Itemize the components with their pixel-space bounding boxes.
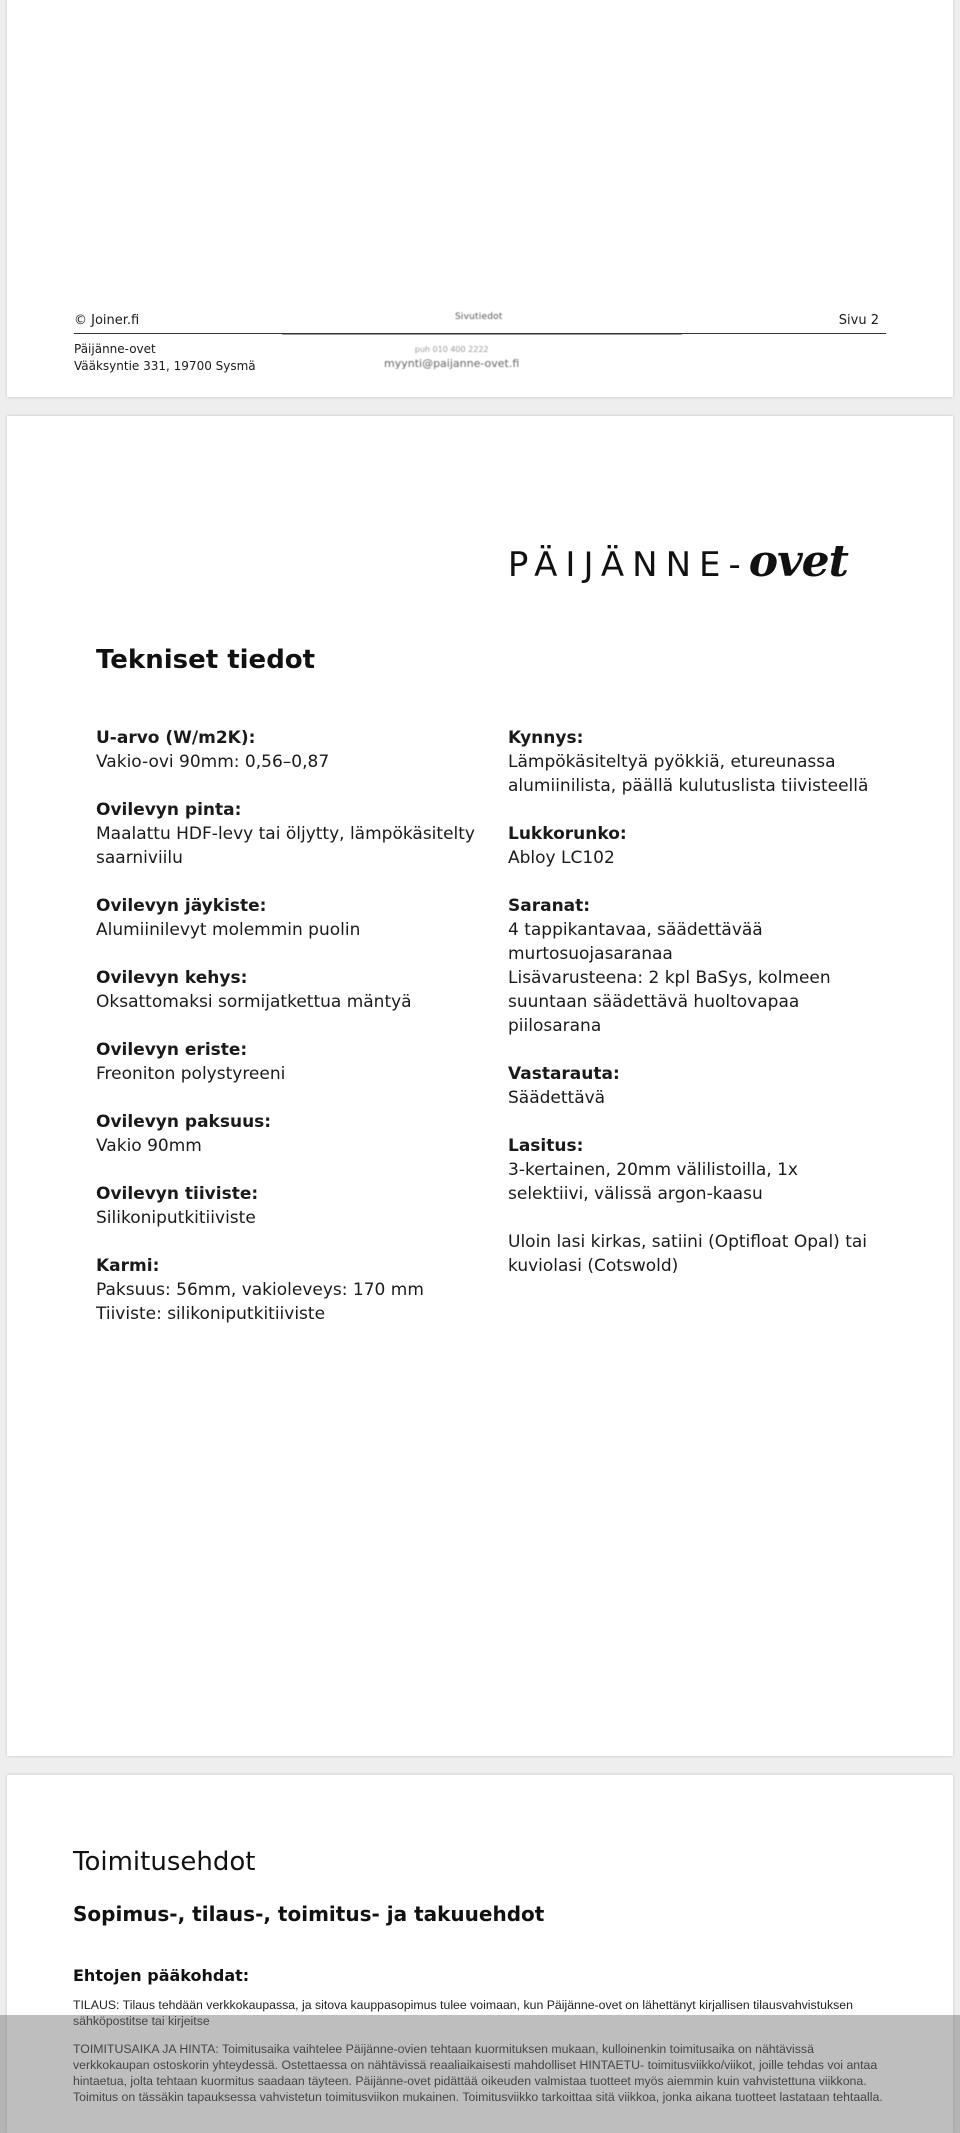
spec-value: 4 tappikantavaa, säädettävää murtosuojasaranaa [508,920,763,964]
footer-divider-secondary [282,334,682,335]
spec-value: Paksuus: 56mm, vakioleveys: 170 mm [96,1280,424,1300]
spec-block [96,1110,496,1158]
spec-block [96,726,496,774]
spec-label: Ovilevyn eriste: [96,1040,248,1060]
company-phone: puh 010 400 2222 [414,345,489,354]
specs-right-column [508,726,878,1302]
page-title: Tekniset tiedot [96,645,316,675]
spec-value: Vakio 90mm [96,1136,202,1156]
document-page-1 [7,0,953,397]
company-contact [384,343,519,371]
terms-order-paragraph: TILAUS: Tilaus tehdään verkkokaupassa, ja sitova kauppasopimus tulee voimaan, kun Päijänne-ovet on lähettänyt kirjallisen tilausvahvistuksen sähköpostitse tai kirjeitse [73,1998,853,2028]
terms-subheading: Sopimus-, tilaus-, toimitus- ja takuuehdot [73,1902,545,1926]
document-page-3 [7,1775,953,2133]
footer-copyright: © Joiner.fi [74,313,140,328]
spec-label: Lukkorunko: [508,824,627,844]
spec-block [508,1062,878,1110]
spec-block [96,1254,496,1326]
document-page-2 [7,416,953,1756]
terms-section-title: Ehtojen pääkohdat: [73,1966,250,1985]
spec-block [96,1182,496,1230]
spec-block [508,1134,878,1206]
spec-label: Ovilevyn paksuus: [96,1112,272,1132]
company-name: Päijänne-ovet [74,342,156,356]
spec-label: Ovilevyn kehys: [96,968,248,988]
footer-center-text: Sivutiedot [455,312,503,322]
spec-block [96,798,496,870]
spec-value: 3-kertainen, 20mm välilistoilla, 1x selektiivi, välissä argon-kaasu [508,1160,798,1204]
spec-value: Abloy LC102 [508,848,615,868]
spec-value: Freoniton polystyreeni [96,1064,286,1084]
company-info [74,341,256,375]
spec-value: Maalattu HDF-levy tai öljytty, lämpökäsitelty saarniviilu [96,824,475,868]
spec-block [508,1230,878,1278]
spec-label: Kynnys: [508,728,584,748]
spec-block [96,966,496,1014]
spec-value: Silikoniputkitiiviste [96,1208,256,1228]
spec-value: Oksattomaksi sormijatkettua mäntyä [96,992,412,1012]
logo-accent-text: ovet [748,536,848,587]
spec-label: Ovilevyn tiiviste: [96,1184,259,1204]
company-email: myynti@paijanne-ovet.fi [384,357,520,370]
spec-value: Tiiviste: silikoniputkitiiviste [96,1304,326,1324]
spec-value: Uloin lasi kirkas, satiini (Optifloat Opal) tai kuviolasi (Cotswold) [508,1232,868,1276]
company-address: Vääksyntie 331, 19700 Sysmä [74,359,256,373]
spec-label: Vastarauta: [508,1064,620,1084]
brand-logo [508,536,848,587]
spec-value: Säädettävä [508,1088,606,1108]
spec-block [508,894,878,1038]
specs-left-column [96,726,496,1350]
spec-value: Alumiinilevyt molemmin puolin [96,920,361,940]
spec-value: Vakio-ovi 90mm: 0,56–0,87 [96,752,330,772]
spec-value: Lisävarusteena: 2 kpl BaSys, kolmeen suuntaan säädettävä huoltovapaa piilosarana [508,968,831,1036]
spec-label: Ovilevyn jäykiste: [96,896,267,916]
spec-label: U-arvo (W/m2K): [96,728,256,748]
terms-heading: Toimitusehdot [73,1847,256,1877]
terms-delivery-paragraph: TOIMITUSAIKA JA HINTA: Toimitusaika vaihtelee Päijänne-ovien tehtaan kuormituksen mukaan, kulloinenkin toimitusaika on nähtävissä verkkokaupan ostoskorin yhteydessä. Ostettaessa on nähtävissä reaaliaikaisesti mahdolliset HINTAETU- toimitusviikko/viikot, joille tehdas voi antaa hintaetua, jolta tehtaan kuormitus saadaan täyteen. Päijänne-ovet pidättää oikeuden valmistaa tuotteet myös aiemmin kuin vahvistettuna viikkona. Toimitus on tässäkin tapauksessa vahvistetun toimitusviikon mukainen. Toimitusviikko tarkoittaa sitä viikkoa, jonka aikana tuotteet lastataan tehtaalla. [73,2042,883,2104]
spec-block [96,894,496,942]
spec-block [508,822,878,870]
spec-label: Ovilevyn pinta: [96,800,242,820]
spec-block [508,726,878,798]
spec-value: Lämpökäsiteltyä pyökkiä, etureunassa alumiinilista, päällä kulutuslista tiivisteellä [508,752,869,796]
spec-label: Karmi: [96,1256,160,1276]
footer-page-number: Sivu 2 [838,313,879,328]
spec-block [96,1038,496,1086]
logo-text: PÄIJÄNNE- [507,545,749,585]
spec-label: Saranat: [508,896,591,916]
spec-label: Lasitus: [508,1136,584,1156]
